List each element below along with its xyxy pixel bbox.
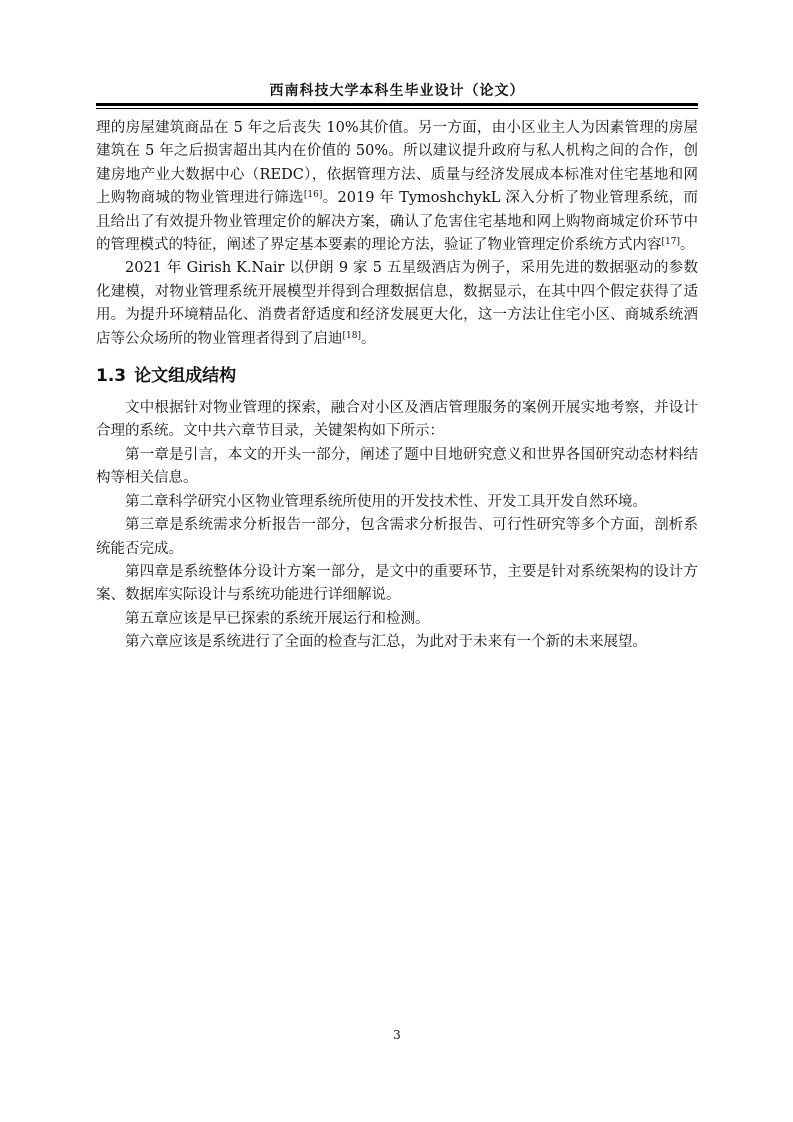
section-heading: [96, 363, 698, 389]
page-number: 3: [393, 1028, 401, 1042]
section-number: 1.3: [96, 366, 127, 387]
paragraph-text: 2021 年 Girish K.Nair 以伊朗 9 家 5 五星级酒店为例子，采用先进的数据驱动的参数化建模，对物业管理系统开展模型并得到合理数据信息，数据显示，在其中四个假定获得了适用。为提升环境精品化、消费者舒适度和经济发展更大化，这一方法让住宅小区、商城系统酒店等公众场所的物业管理者得到了启迪: [96, 260, 698, 347]
paragraph-text: 。2019 年 TymoshchykL 深入分析了物业管理系统，而且给出了有效提升物业管理定价的解决方案，确认了危害住宅基地和网上购物商城定价环节中的管理模式的特征，阐述了界定基本要素的理论方法，验证了物业管理定价系统方式内容: [96, 190, 698, 254]
structure-paragraph: 第三章是系统需求分析报告一部分，包含需求分析报告、可行性研究等多个方面，剖析系统能否完成。: [96, 517, 698, 557]
header-rule-thick: [96, 103, 698, 106]
header-rule-thin: [96, 108, 698, 109]
paragraph-text: 。: [679, 237, 695, 254]
citation-16: [16]: [303, 190, 323, 201]
structure-paragraph: 第四章是系统整体分设计方案一部分，是文中的重要环节，主要是针对系统架构的设计方案、数据库实际设计与系统功能进行详细解说。: [96, 563, 698, 604]
section-title: 论文组成结构: [134, 366, 237, 387]
body-text: [96, 117, 698, 655]
structure-paragraph: 第六章应该是系统进行了全面的检查与汇总，为此对于未来有一个新的未来展望。: [125, 634, 647, 651]
page-header: 西南科技大学本科生毕业设计（论文）: [269, 83, 525, 99]
citation-18: [18]: [342, 330, 361, 341]
structure-paragraph: 第五章应该是早已探索的系统开展运行和检测。: [125, 610, 430, 627]
structure-paragraph: 第一章是引言，本文的开头一部分，阐述了题中目地研究意义和世界各国研究动态材料结构等相关信息。: [96, 446, 698, 487]
citation-17: [17]: [661, 237, 680, 248]
structure-paragraph: 第二章科学研究小区物业管理系统所使用的开发技术性、开发工具开发自然环境。: [125, 493, 647, 510]
paragraph-continuation: [96, 117, 698, 257]
paragraph-girish: [96, 257, 698, 351]
paragraph-text: 理的房屋建筑商品在 5 年之后丧失 10%其价值。另一方面，由小区业主人为因素管理的房屋建筑在 5 年之后损害超出其内在价值的 50%。所以建议提升政府与私人机构之间的合作，创建房地产业大数据中心（REDC），依据管理方法、质量与经济发展成本标准对住宅基地和网上购物商城的物业管理进行筛选: [96, 120, 698, 207]
structure-paragraph: 文中根据针对物业管理的探索，融合对小区及酒店管理服务的案例开展实地考察，并设计合理的系统。文中共六章节目录，关键架构如下所示：: [96, 400, 698, 440]
paragraph-text: 。: [360, 330, 376, 347]
